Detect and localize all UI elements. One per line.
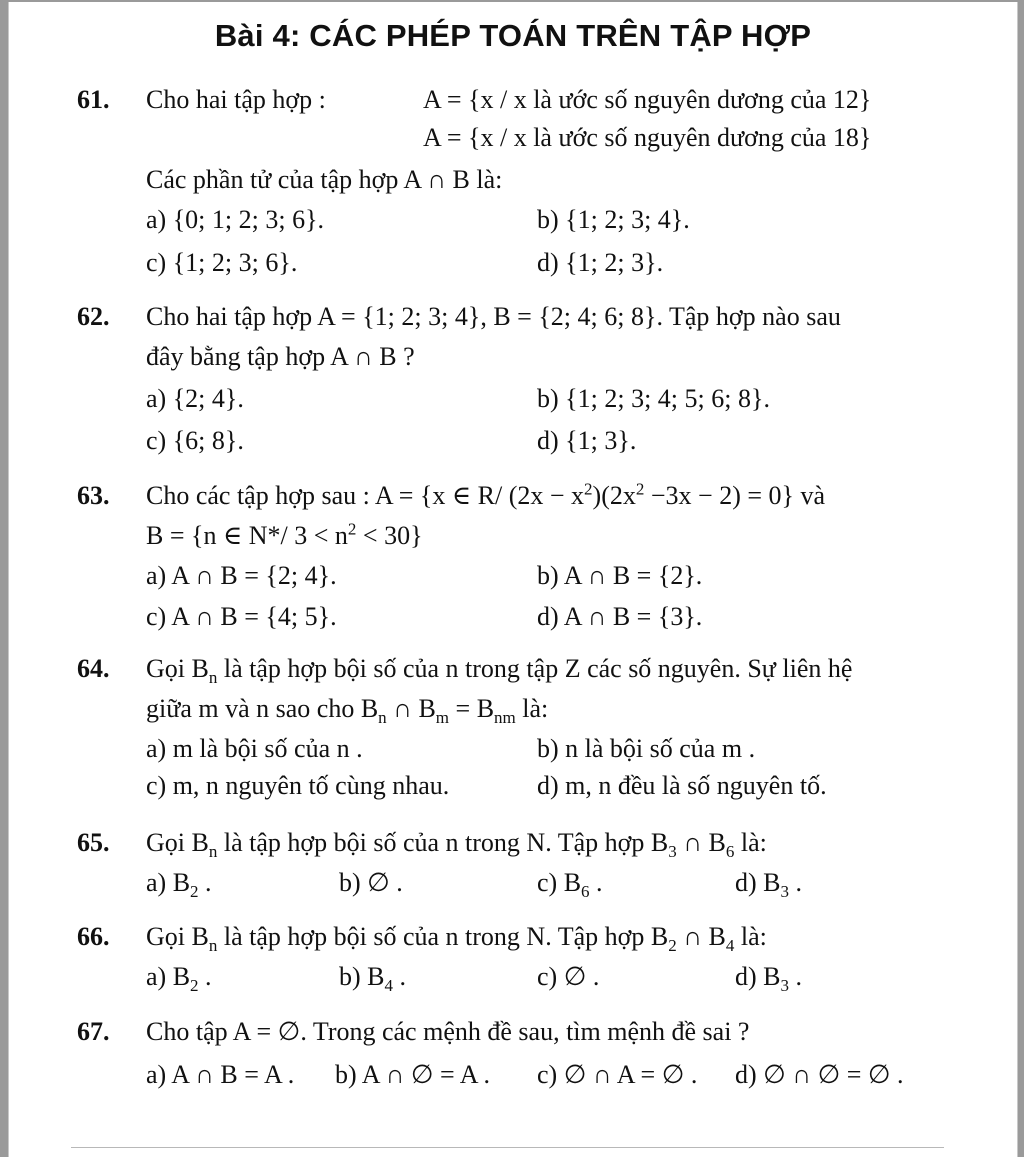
question-63-option-b: b) A ∩ B = {2}. xyxy=(537,561,703,590)
question-62-option-d: d) {1; 3}. xyxy=(537,426,637,455)
question-61-set-a-12: A = {x / x là ước số nguyên dương của 12} xyxy=(423,85,872,114)
page-title: Bài 4: CÁC PHÉP TOÁN TRÊN TẬP HỢP xyxy=(214,18,812,53)
question-67-number: 67. xyxy=(77,1017,110,1046)
question-65-option-d: d) $B_3$ . xyxy=(735,868,802,902)
question-66-option-a: a) $B_2$ . xyxy=(146,962,212,996)
footer-divider xyxy=(71,1147,944,1148)
question-64-stem-line1: Gọi $B_n$ là tập hợp bội số của n trong tập Z các số nguyên. Sự liên hệ xyxy=(146,654,853,688)
question-66-option-d: d) $B_3$ . xyxy=(735,962,802,996)
question-63-number: 63. xyxy=(77,481,110,510)
question-64-stem-line2: giữa m và n sao cho $B_n$ ∩ $B_m = B_{nm}$ là: xyxy=(146,694,549,728)
question-67-option-b: b) A ∩ ∅ = A . xyxy=(335,1060,491,1089)
question-65-option-c: c) $B_6$ . xyxy=(537,868,603,902)
question-65-option-a: a) $B_2$ . xyxy=(146,868,212,902)
question-61-option-c: c) {1; 2; 3; 6}. xyxy=(146,248,298,277)
question-63-option-d: d) A ∩ B = {3}. xyxy=(537,602,703,631)
question-61-option-a: a) {0; 1; 2; 3; 6}. xyxy=(146,205,325,234)
question-61-number: 61. xyxy=(77,85,110,114)
question-64-option-a: a) m là bội số của n . xyxy=(146,734,363,763)
question-66-stem: Gọi $B_n$ là tập hợp bội số của n trong N. Tập hợp $B_2$ ∩ $B_4$ là: xyxy=(146,922,767,956)
question-66-option-c: c) ∅ . xyxy=(537,962,600,991)
question-67-option-a: a) A ∩ B = A . xyxy=(146,1060,295,1089)
question-62-stem-line2: đây bằng tập hợp A ∩ B ? xyxy=(146,342,415,371)
question-61-option-b: b) {1; 2; 3; 4}. xyxy=(537,205,690,234)
question-65-number: 65. xyxy=(77,828,110,857)
question-62-option-a: a) {2; 4}. xyxy=(146,384,244,413)
question-66-number: 66. xyxy=(77,922,110,951)
question-65-option-b: b) ∅ . xyxy=(339,868,403,897)
question-63-stem-line2: B = {n ∈ N*/ $3 < n^2 < 30$} xyxy=(146,519,423,550)
question-67-stem: Cho tập A = ∅. Trong các mệnh đề sau, tìm mệnh đề sai ? xyxy=(146,1017,750,1046)
question-64-option-b: b) n là bội số của m . xyxy=(537,734,756,763)
question-61-stem-ask: Các phần tử của tập hợp A ∩ B là: xyxy=(146,165,503,194)
question-67-option-c: c) ∅ ∩ A = ∅ . xyxy=(537,1060,698,1089)
question-62-stem-line1: Cho hai tập hợp A = {1; 2; 3; 4}, B = {2; 4; 6; 8}. Tập hợp nào sau xyxy=(146,302,841,331)
question-61-option-d: d) {1; 2; 3}. xyxy=(537,248,664,277)
question-63-stem-line1: Cho các tập hợp sau : A = {x ∈ R/ $(2x - x^2)(2x^2 -3x - 2) = 0$} và xyxy=(146,479,826,510)
question-61-stem-intro: Cho hai tập hợp : xyxy=(146,85,326,114)
question-66-option-b: b) $B_4$ . xyxy=(339,962,406,996)
question-62-option-b: b) {1; 2; 3; 4; 5; 6; 8}. xyxy=(537,384,770,413)
question-64-option-d: d) m, n đều là số nguyên tố. xyxy=(537,771,827,800)
question-67-option-d: d) ∅ ∩ ∅ = ∅ . xyxy=(735,1060,904,1089)
question-63-option-a: a) A ∩ B = {2; 4}. xyxy=(146,561,337,590)
question-62-number: 62. xyxy=(77,302,110,331)
question-65-stem: Gọi $B_n$ là tập hợp bội số của n trong N. Tập hợp $B_3$ ∩ $B_6$ là: xyxy=(146,828,767,862)
question-64-option-c: c) m, n nguyên tố cùng nhau. xyxy=(146,771,450,800)
question-62-option-c: c) {6; 8}. xyxy=(146,426,244,455)
question-61-set-a-18: A = {x / x là ước số nguyên dương của 18} xyxy=(423,123,872,152)
document-page xyxy=(8,2,1018,1157)
question-64-number: 64. xyxy=(77,654,110,683)
question-63-option-c: c) A ∩ B = {4; 5}. xyxy=(146,602,337,631)
